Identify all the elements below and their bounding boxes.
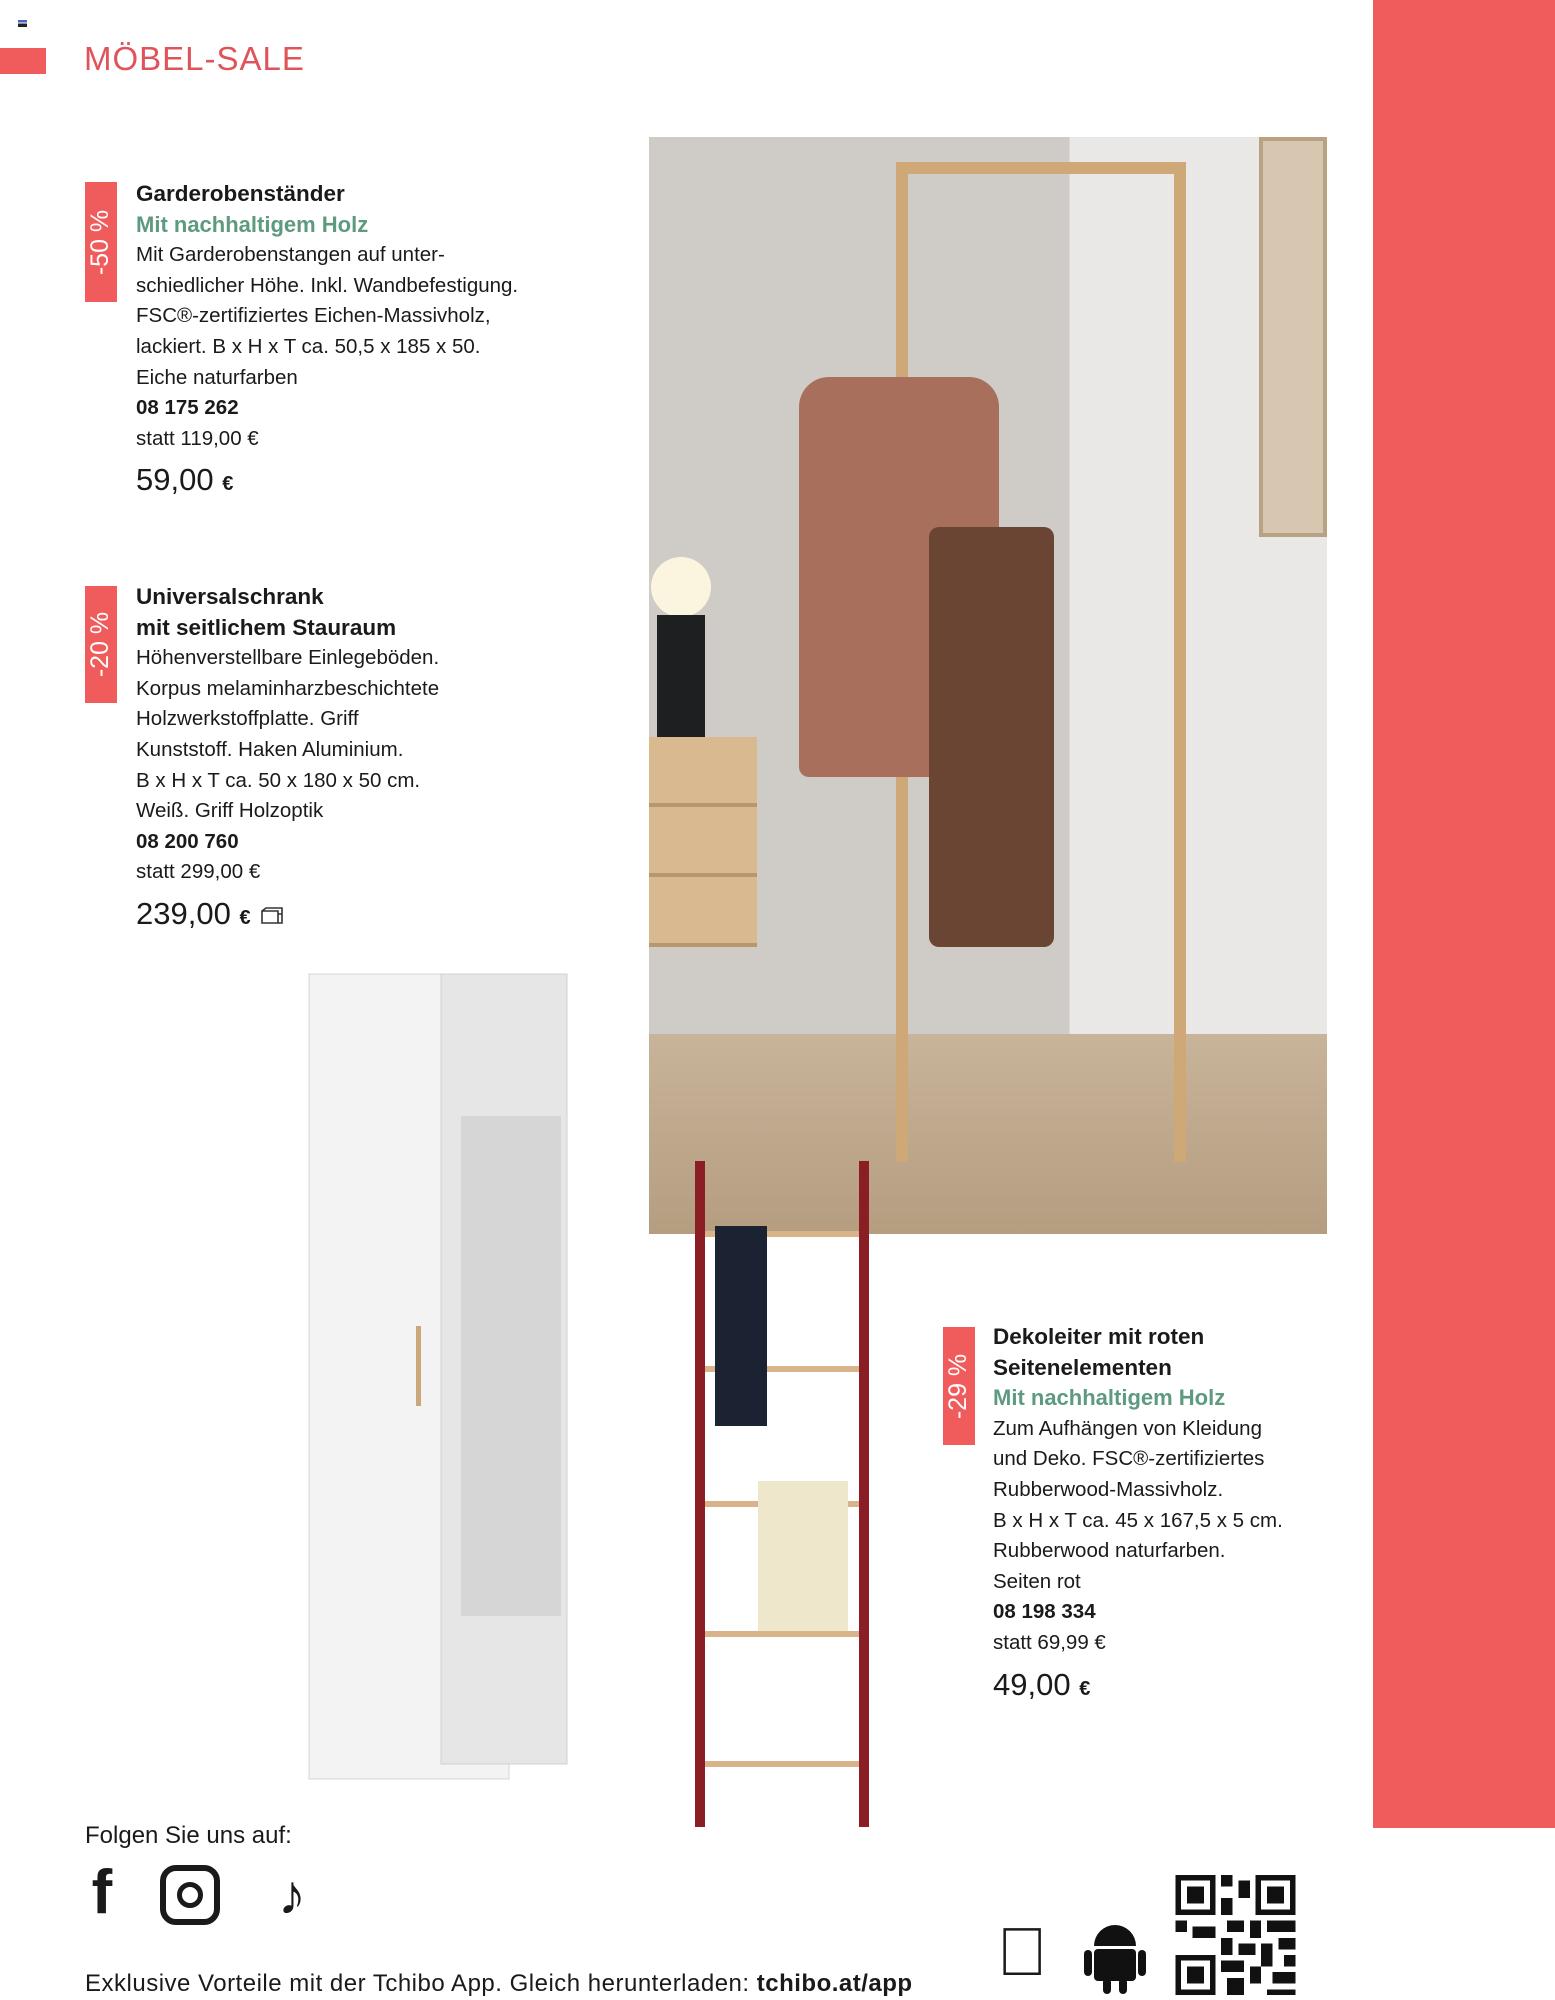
article-number: 08 175 262 [136, 396, 239, 420]
product-name: Seitenelementen [993, 1354, 1172, 1380]
product-desc-line: Eiche naturfarben [136, 365, 298, 389]
price: 239,00 € [136, 894, 439, 938]
product-desc-line: B x H x T ca. 45 x 167,5 x 5 cm. [993, 1508, 1283, 1532]
facebook-icon[interactable]: f [91, 1857, 113, 1927]
product-desc-line: Kunststoff. Haken Aluminium. [136, 737, 404, 761]
product-garderobenstaender [136, 179, 518, 504]
product-desc-line: Seiten rot [993, 1569, 1081, 1593]
product-desc-line: Rubberwood naturfarben. [993, 1539, 1226, 1563]
product-desc-line: Höhenverstellbare Einlegeböden. [136, 646, 440, 670]
product-desc-line: B x H x T ca. 50 x 180 x 50 cm. [136, 768, 421, 792]
tote-bag [929, 527, 1054, 947]
product-name: mit seitlichem Stauraum [136, 614, 397, 640]
discount-badge: -50 % [85, 182, 117, 302]
cabinet-image [301, 966, 568, 1786]
discount-badge: -29 % [943, 1327, 975, 1445]
product-desc-line: Rubberwood-Massivholz. [993, 1477, 1224, 1501]
product-desc-line: und Deko. FSC®-zertifiziertes [993, 1447, 1265, 1471]
lamp-base [657, 615, 705, 737]
color-marker [18, 20, 27, 27]
product-desc-line: Weiß. Griff Holzoptik [136, 799, 324, 823]
app-link[interactable]: tchibo.at/app [756, 1970, 913, 1997]
product-desc-line: Mit Garderobenstangen auf unter- [136, 243, 445, 267]
tiktok-icon[interactable]: ♪ [278, 1862, 306, 1926]
coat-stand-photo [649, 137, 1327, 1234]
ladder-image [695, 1161, 874, 1827]
article-number: 08 200 760 [136, 829, 239, 853]
old-price: statt 119,00 € [136, 426, 259, 450]
product-dekoleiter [993, 1322, 1283, 1709]
product-universalschrank [136, 582, 439, 938]
apple-icon[interactable] [990, 1912, 1054, 1992]
product-desc-line: FSC®-zertifiziertes Eichen-Massivholz, [136, 304, 491, 328]
product-desc-line: Holzwerkstoffplatte. Griff [136, 707, 359, 731]
qr-code[interactable] [1175, 1875, 1296, 1995]
instagram-icon[interactable] [160, 1865, 220, 1925]
header-accent-bar [0, 48, 46, 74]
product-name: Garderobenständer [136, 181, 345, 206]
lamp [651, 557, 711, 617]
box-delivery-icon [259, 906, 285, 926]
old-price: statt 69,99 € [993, 1630, 1106, 1654]
product-tag: Mit nachhaltigem Holz [136, 211, 369, 237]
article-number: 08 198 334 [993, 1600, 1096, 1624]
price: 49,00 € [993, 1666, 1091, 1702]
product-tag: Mit nachhaltigem Holz [993, 1385, 1226, 1411]
old-price: statt 299,00 € [136, 860, 261, 884]
wall-art [1259, 137, 1327, 537]
product-desc-line: lackiert. B x H x T ca. 50,5 x 185 x 50. [136, 334, 481, 358]
product-name: Dekoleiter mit roten [993, 1324, 1205, 1349]
app-promo-text: Exklusive Vorteile mit der Tchibo App. Gleich herunterladen: tchibo.at/app [85, 1970, 913, 1997]
follow-label: Folgen Sie uns auf: [85, 1822, 292, 1849]
product-desc-line: Korpus melaminharzbeschichtete [136, 676, 440, 700]
dresser [649, 737, 757, 947]
product-name: Universalschrank [136, 584, 324, 609]
page-title: MÖBEL-SALE [84, 40, 305, 77]
price: 59,00 € [136, 462, 234, 498]
side-accent-strip [1373, 0, 1555, 1828]
product-desc-line: Zum Aufhängen von Kleidung [993, 1416, 1262, 1440]
android-icon[interactable] [1082, 1918, 1148, 1994]
discount-badge: -20 % [85, 586, 117, 703]
product-desc-line: schiedlicher Höhe. Inkl. Wandbefestigung. [136, 273, 519, 297]
